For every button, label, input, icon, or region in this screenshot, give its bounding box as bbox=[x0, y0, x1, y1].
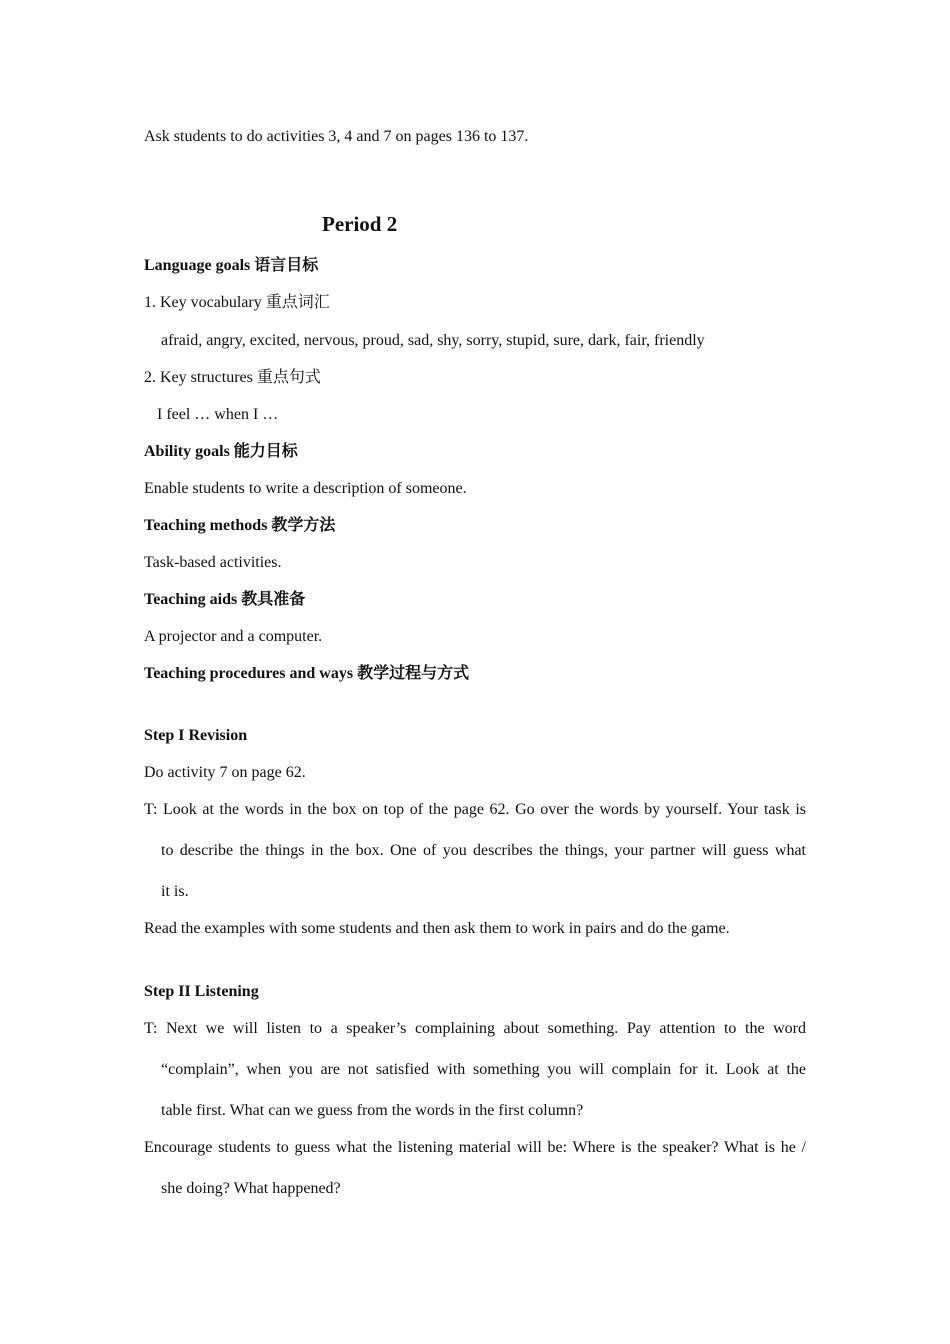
step1-heading: Step I Revision bbox=[144, 727, 248, 744]
step2-teacher-line-3: table first. What can we guess from the words in the first column? bbox=[161, 1102, 584, 1119]
ability-goals-text: Enable students to write a description of someone. bbox=[144, 480, 467, 497]
step1-teacher-line-1: T: Look at the words in the box on top of the page 62. Go over the words by yourself. Your task is bbox=[144, 801, 806, 818]
step1-activity-text: Do activity 7 on page 62. bbox=[144, 764, 306, 781]
key-structures-label: 2. Key structures 重点句式 bbox=[144, 369, 321, 386]
step2-teacher-line-1: T: Next we will listen to a speaker’s complaining about something. Pay attention to the word bbox=[144, 1020, 806, 1037]
language-goals-heading: Language goals 语言目标 bbox=[144, 257, 319, 274]
intro-text: Ask students to do activities 3, 4 and 7 on pages 136 to 137. bbox=[144, 128, 529, 145]
step1-read-text: Read the examples with some students and then ask them to work in pairs and do the game. bbox=[144, 920, 730, 937]
teaching-procedures-heading: Teaching procedures and ways 教学过程与方式 bbox=[144, 665, 470, 682]
step2-heading: Step II Listening bbox=[144, 983, 259, 1000]
teaching-aids-heading: Teaching aids 教具准备 bbox=[144, 591, 306, 608]
step2-teacher-line-2: “complain”, when you are not satisfied with something you will complain for it. Look at the bbox=[161, 1061, 806, 1078]
key-structure-example: I feel … when I … bbox=[157, 406, 279, 423]
step2-encourage-line-1: Encourage students to guess what the listening material will be: Where is the speaker? What is he / bbox=[144, 1139, 806, 1156]
step1-teacher-line-2: to describe the things in the box. One of you describes the things, your partner will guess what bbox=[161, 842, 806, 859]
ability-goals-heading: Ability goals 能力目标 bbox=[144, 443, 298, 460]
teaching-methods-heading: Teaching methods 教学方法 bbox=[144, 517, 336, 534]
step1-teacher-line-3: it is. bbox=[161, 883, 189, 900]
teaching-aids-text: A projector and a computer. bbox=[144, 628, 323, 645]
period-title: Period 2 bbox=[322, 212, 398, 236]
step2-encourage-line-2: she doing? What happened? bbox=[161, 1180, 341, 1197]
key-vocabulary-label: 1. Key vocabulary 重点词汇 bbox=[144, 294, 330, 311]
key-vocabulary-list: afraid, angry, excited, nervous, proud, sad, shy, sorry, stupid, sure, dark, fair, friendly bbox=[161, 332, 705, 349]
teaching-methods-text: Task-based activities. bbox=[144, 554, 282, 571]
